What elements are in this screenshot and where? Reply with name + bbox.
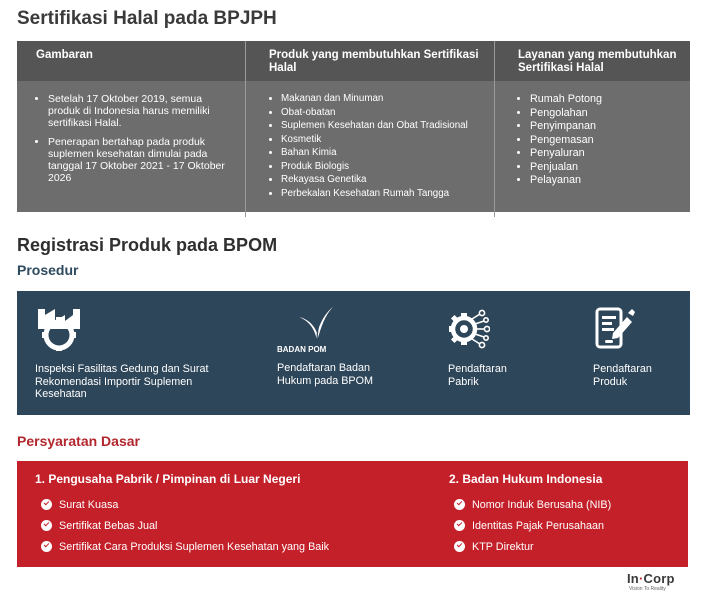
check-circle-icon bbox=[41, 499, 52, 510]
step-label-inspeksi: Inspeksi Fasilitas Gedung dan Surat Rekomendasi Importir Suplemen Kesehatan bbox=[35, 363, 209, 400]
step-label-pabrik: Pendaftaran Pabrik bbox=[448, 363, 507, 388]
step-label-produk: Pendaftaran Produk bbox=[593, 363, 652, 388]
list-item: • Pengemasan bbox=[530, 134, 682, 146]
factory-gear-icon bbox=[35, 307, 83, 351]
logo-tagline: Vision To Reality bbox=[629, 586, 666, 592]
list-item: • Makanan dan Minuman bbox=[281, 93, 488, 105]
list-item: • Setelah 17 Oktober 2019, semua produk di Indonesia harus memiliki sertifikasi Halal. bbox=[48, 93, 228, 129]
list-item: Sertifikat Cara Produksi Suplemen Kesehatan yang Baik bbox=[41, 536, 329, 557]
group-list-badan-hukum bbox=[454, 494, 611, 557]
list-item: Sertifikat Bebas Jual bbox=[41, 515, 329, 536]
group-title-pengusaha: 1. Pengusaha Pabrik / Pimpinan di Luar Negeri bbox=[35, 472, 301, 486]
bpom-section-title: Registrasi Produk pada BPOM bbox=[17, 235, 278, 255]
list-item: • Suplemen Kesehatan dan Obat Tradisional bbox=[281, 120, 488, 132]
column-header-layanan: Layanan yang membutuhkan Sertifikasi Halal bbox=[518, 49, 677, 74]
list-item: • Penerapan bertahap pada produk suplemen kesehatan dimulai pada tanggal 17 Oktober 2021 - 17 Oktober 2026 bbox=[48, 136, 228, 184]
column-divider bbox=[245, 41, 246, 217]
procedure-panel bbox=[17, 291, 690, 415]
tablet-edit-icon bbox=[595, 307, 635, 351]
badan-pom-logo-text: BADAN POM bbox=[277, 345, 327, 354]
list-item: Nomor Induk Berusaha (NIB) bbox=[454, 494, 611, 515]
produk-list bbox=[263, 93, 488, 201]
layanan-list bbox=[512, 93, 682, 188]
requirements-panel bbox=[17, 461, 688, 567]
list-item: • Perbekalan Kesehatan Rumah Tangga bbox=[281, 188, 488, 200]
list-item: Identitas Pajak Perusahaan bbox=[454, 515, 611, 536]
group-list-pengusaha bbox=[41, 494, 329, 557]
list-item: • Produk Biologis bbox=[281, 161, 488, 173]
list-item: • Pelayanan bbox=[530, 174, 682, 186]
gear-network-icon bbox=[448, 309, 490, 349]
list-item: • Obat-obatan bbox=[281, 107, 488, 119]
step-label-badan-hukum: Pendaftaran Badan Hukum pada BPOM bbox=[277, 362, 374, 387]
check-circle-icon bbox=[454, 541, 465, 552]
list-item: KTP Direktur bbox=[454, 536, 611, 557]
check-circle-icon bbox=[454, 520, 465, 531]
list-item: • Bahan Kimia bbox=[281, 147, 488, 159]
gambaran-list bbox=[30, 93, 228, 191]
list-item: Surat Kuasa bbox=[41, 494, 329, 515]
requirements-subtitle: Persyaratan Dasar bbox=[17, 433, 140, 449]
column-divider bbox=[494, 41, 495, 217]
check-circle-icon bbox=[41, 520, 52, 531]
procedure-subtitle: Prosedur bbox=[17, 262, 79, 278]
list-item: • Penyaluran bbox=[530, 147, 682, 159]
list-item: • Rekayasa Genetika bbox=[281, 174, 488, 186]
check-circle-icon bbox=[41, 541, 52, 552]
halal-section-title: Sertifikasi Halal pada BPJPH bbox=[17, 8, 277, 29]
list-item: • Kosmetik bbox=[281, 134, 488, 146]
list-item: • Rumah Potong bbox=[530, 93, 682, 105]
list-item: • Penyimpanan bbox=[530, 120, 682, 132]
list-item: • Penjualan bbox=[530, 161, 682, 173]
incorp-logo: In·Corp Vision To Reality bbox=[627, 571, 675, 592]
halal-table bbox=[17, 41, 690, 212]
badan-pom-logo bbox=[295, 305, 335, 343]
list-item: • Pengolahan bbox=[530, 107, 682, 119]
group-title-badan-hukum: 2. Badan Hukum Indonesia bbox=[449, 472, 603, 486]
column-header-gambaran: Gambaran bbox=[36, 49, 93, 61]
check-circle-icon bbox=[454, 499, 465, 510]
column-header-produk: Produk yang membutuhkan Sertifikasi Halal bbox=[269, 49, 479, 74]
